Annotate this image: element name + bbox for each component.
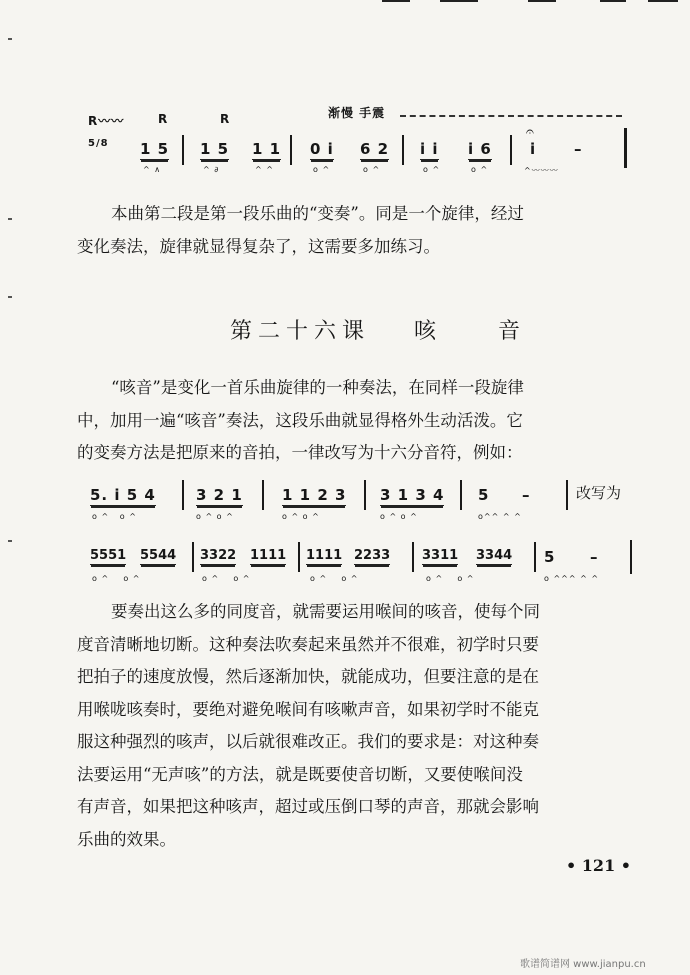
final-bar-line	[624, 128, 627, 168]
note-group: 3 2 1	[196, 486, 243, 504]
note-group: i	[530, 140, 537, 158]
note-group: 5544	[140, 548, 177, 563]
articulation-mark: R	[158, 112, 169, 126]
lesson-heading	[230, 314, 526, 345]
note-group: 1 1 2 3	[282, 486, 347, 504]
watermark: 歌谱简谱网 www.jianpu.cn	[520, 959, 646, 970]
bar-line	[402, 135, 404, 165]
top-rule	[648, 0, 678, 2]
bar-line	[290, 135, 292, 165]
note-group: 3344	[476, 548, 513, 563]
breath-marks: o ^ o ^	[92, 574, 141, 583]
note-group: 5	[544, 548, 556, 566]
text-line: 有声音，如果把这种咳声，超过或压倒口琴的声音，那就会影响	[77, 797, 539, 816]
paragraph-2	[77, 372, 637, 470]
note-group: 0 i	[310, 140, 334, 158]
note-group: i i	[420, 140, 439, 158]
note-group: 3322	[200, 548, 237, 563]
note-dash: –	[590, 548, 599, 566]
note-group: 1 5	[200, 140, 230, 158]
top-rule	[600, 0, 626, 2]
bar-line	[412, 542, 414, 572]
bar-line	[534, 542, 536, 572]
note-dash: –	[522, 486, 531, 504]
text-line: 变化奏法，旋律就显得复杂了，这需要多加练习。	[77, 236, 440, 256]
breath-marks: o ^ o ^	[380, 512, 418, 521]
breath-marks: o ^	[363, 165, 381, 174]
breath-marks: o ^ o ^	[282, 512, 320, 521]
note-dash: –	[574, 140, 583, 158]
fermata-symbol: 𝄐	[526, 124, 534, 140]
note-group: 1111	[250, 548, 287, 563]
bar-line	[566, 480, 568, 510]
tremolo-dashes	[400, 115, 622, 117]
text-line: 服这种强烈的咳声，以后就很难改正。我们的要求是：对这种奏	[77, 732, 539, 751]
breath-marks: o ^^^ ^ ^	[544, 574, 600, 583]
note-group: 3 1 3 4	[380, 486, 445, 504]
text-line: 本曲第二段是第一段乐曲的“变奏”。同是一个旋律，经过	[111, 204, 524, 223]
breath-marks: o ^ o ^	[202, 574, 251, 583]
text-line: 用喉咙咳奏时，要绝对避免喉间有咳嗽声音，如果初学时不能克	[77, 699, 539, 719]
top-rule	[382, 0, 410, 2]
note-group: 3311	[422, 548, 459, 563]
breath-marks: o ^ o ^	[426, 574, 475, 583]
paragraph-3	[77, 596, 637, 856]
tempo-marking: 渐慢 手震	[328, 106, 386, 120]
lesson-number: 第二十六课	[230, 319, 371, 344]
text-line: 把拍子的速度放慢，然后逐渐加快，就能成功，但要注意的是在	[77, 667, 539, 686]
text-line: 的变奏方法是把原来的音拍，一律改写为十六分音符，例如：	[77, 443, 523, 462]
text-line: “咳音”是变化一首乐曲旋律的一种奏法，在同样一段旋律	[111, 378, 524, 397]
note-group: i 6	[468, 140, 492, 158]
articulation-mark: R〰〰	[88, 114, 125, 128]
note-group: 1 5	[140, 140, 170, 158]
bar-line	[364, 480, 366, 510]
margin-mark	[8, 218, 12, 220]
note-group: 5	[478, 486, 490, 504]
breath-marks: o^^ ^ ^	[478, 512, 522, 521]
bar-line	[182, 135, 184, 165]
note-group: 5. i 5 4	[90, 486, 156, 504]
bar-line	[460, 480, 462, 510]
top-rule	[528, 0, 556, 2]
text-line: 度音清晰地切断。这种奏法吹奏起来虽然并不很难，初学时只要	[77, 634, 539, 654]
bar-line	[262, 480, 264, 510]
breath-marks: ^〰〰〰	[524, 166, 559, 175]
margin-mark	[8, 540, 12, 542]
bar-line	[182, 480, 184, 510]
margin-mark	[8, 38, 12, 40]
text-line: 法要运用“无声咳”的方法，就是既要使音切断，又要使喉间没	[77, 764, 523, 784]
page-number: • 121 •	[566, 856, 631, 875]
lesson-title: 咳 音	[414, 319, 527, 344]
breath-marks: ^ ∧	[143, 165, 162, 174]
bar-line	[192, 542, 194, 572]
breath-marks: o ^ o ^	[196, 512, 234, 521]
breath-marks: ^ ∂	[203, 165, 220, 174]
breath-marks: o ^ o ^	[92, 512, 137, 521]
text-line: 乐曲的效果。	[77, 829, 176, 849]
breath-marks: ^ ^	[255, 165, 274, 174]
margin-mark	[8, 296, 12, 298]
text-line: 要奏出这么多的同度音，就需要运用喉间的咳音，使每个同	[111, 602, 540, 621]
paragraph-1	[77, 198, 637, 263]
breath-marks: o ^	[313, 165, 331, 174]
note-group: 2233	[354, 548, 391, 563]
breath-marks: o ^	[423, 165, 441, 174]
bar-line	[510, 135, 512, 165]
bar-line	[298, 542, 300, 572]
final-bar-line	[630, 540, 632, 574]
note-group: 6 2	[360, 140, 390, 158]
note-group: 5551	[90, 548, 127, 563]
articulation-mark: R	[220, 112, 231, 126]
time-signature: 5/8	[88, 138, 109, 149]
text-line: 中，加用一遍“咳音”奏法，这段乐曲就显得格外生动活泼。它	[77, 410, 523, 430]
note-group: 1111	[306, 548, 343, 563]
top-rule	[440, 0, 478, 2]
note-group: 1 1	[252, 140, 282, 158]
rewrite-note: 改写为	[576, 484, 622, 502]
breath-marks: o ^ o ^	[310, 574, 359, 583]
breath-marks: o ^	[471, 165, 489, 174]
